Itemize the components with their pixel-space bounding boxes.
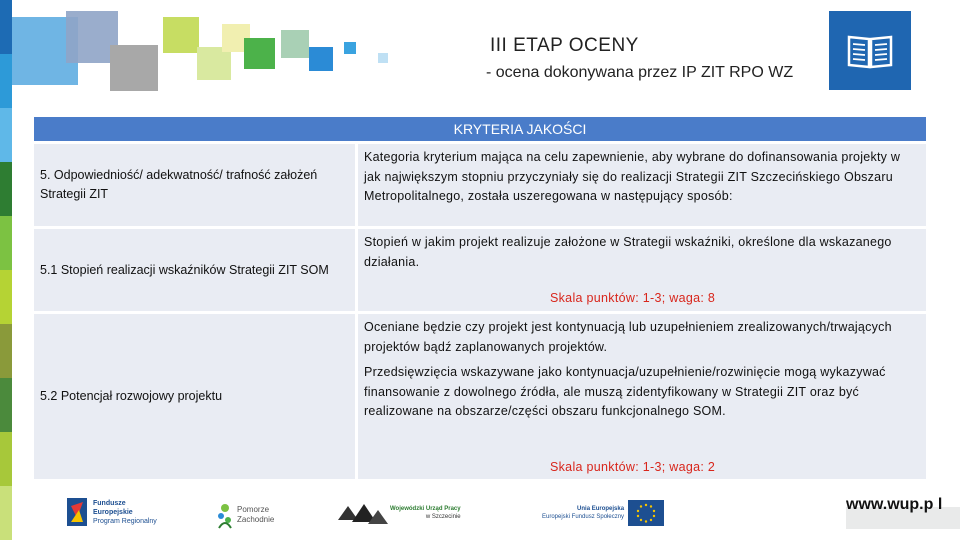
- score-text: Skala punktów: 1-3; waga: 2: [550, 460, 716, 474]
- description-text: Przedsięwzięcia wskazywane jako kontynuacja/uzupełnienie/rozwinięcie mogą wykazywać finansowanie z dowolnego źródła, ale muszą zidentyfikowany w Strategii ZIT oraz być realizowane na obszarze/części obszaru funkcjonalnego SOM.: [364, 365, 886, 418]
- decor-square: [281, 30, 309, 58]
- book-icon: [845, 31, 895, 71]
- criteria-header: [34, 117, 926, 141]
- website-text[interactable]: www.wup.p l: [846, 496, 943, 513]
- score-text: Skala punktów: 1-3; waga: 8: [550, 291, 716, 305]
- ue-line-1: Unia Europejska: [577, 506, 625, 512]
- left-color-bar: [0, 0, 12, 540]
- wup-line-2: w Szczecinie: [425, 514, 461, 520]
- eu-flag-icon: [628, 500, 664, 526]
- pomorze-line-2: Zachodnie: [237, 515, 275, 524]
- description-cell: [358, 314, 926, 479]
- fundusze-line-2: Europejskie: [93, 508, 133, 516]
- fundusze-logo: [65, 496, 157, 528]
- decor-square: [163, 17, 199, 53]
- ue-line-2: Europejski Fundusz Społeczny: [542, 514, 625, 520]
- decor-square: [344, 42, 356, 54]
- pomorze-icon: [215, 500, 235, 530]
- pomorze-logo: [215, 500, 274, 530]
- description-text: Stopień w jakim projekt realizuje założone w Strategii wskaźniki, określone dla wskazanego działania.: [364, 235, 892, 269]
- description-text: Oceniane będzie czy projekt jest kontynuacją lub uzupełnieniem zrealizowanych/trwających projektów bądź zaplanowanych projektów.: [364, 320, 892, 354]
- criterion-label: 5.1 Stopień realizacji wskaźników Strategii ZIT SOM: [40, 262, 329, 277]
- criteria-header-label: KRYTERIA JAKOŚCI: [453, 121, 587, 137]
- description-cell: [358, 229, 926, 311]
- criterion-label: 5.2 Potencjał rozwojowy projektu: [40, 389, 223, 403]
- page-title: III ETAP OCENY: [490, 35, 639, 56]
- wup-logo: [338, 500, 461, 526]
- wup-line-1: Wojewódzki Urząd Pracy: [390, 506, 461, 512]
- ue-logo: [542, 500, 664, 526]
- decor-square: [244, 38, 275, 69]
- description-text: Kategoria kryterium mająca na celu zapewnienie, aby wybrane do dofinansowania projekty w jak największym stopniu przyczyniały się do realizacji Strategii ZIT Szczecińskiego Obszaru Metropolitalnego, została uszeregowana w następujący sposób:: [364, 150, 901, 203]
- criterion-cell: [34, 314, 355, 479]
- website-link[interactable]: [846, 496, 958, 514]
- description-cell: [358, 144, 926, 226]
- wup-icon: [338, 500, 388, 526]
- footer-logos: [60, 492, 740, 532]
- eu-funds-icon: [65, 496, 89, 528]
- decor-square: [309, 47, 333, 71]
- criterion-cell: [34, 144, 355, 226]
- fundusze-line-3: Program Regionalny: [93, 517, 157, 525]
- decor-square: [378, 53, 388, 63]
- book-icon-box: [829, 11, 911, 90]
- decor-square: [110, 45, 158, 91]
- pomorze-line-1: Pomorze: [237, 505, 270, 514]
- fundusze-line-1: Fundusze: [93, 499, 126, 507]
- criterion-cell: [34, 229, 355, 311]
- criterion-label: 5. Odpowiedniość/ adekwatność/ trafność założeń Strategii ZIT: [40, 168, 318, 201]
- page-subtitle: - ocena dokonywana przez IP ZIT RPO WZ: [486, 64, 794, 81]
